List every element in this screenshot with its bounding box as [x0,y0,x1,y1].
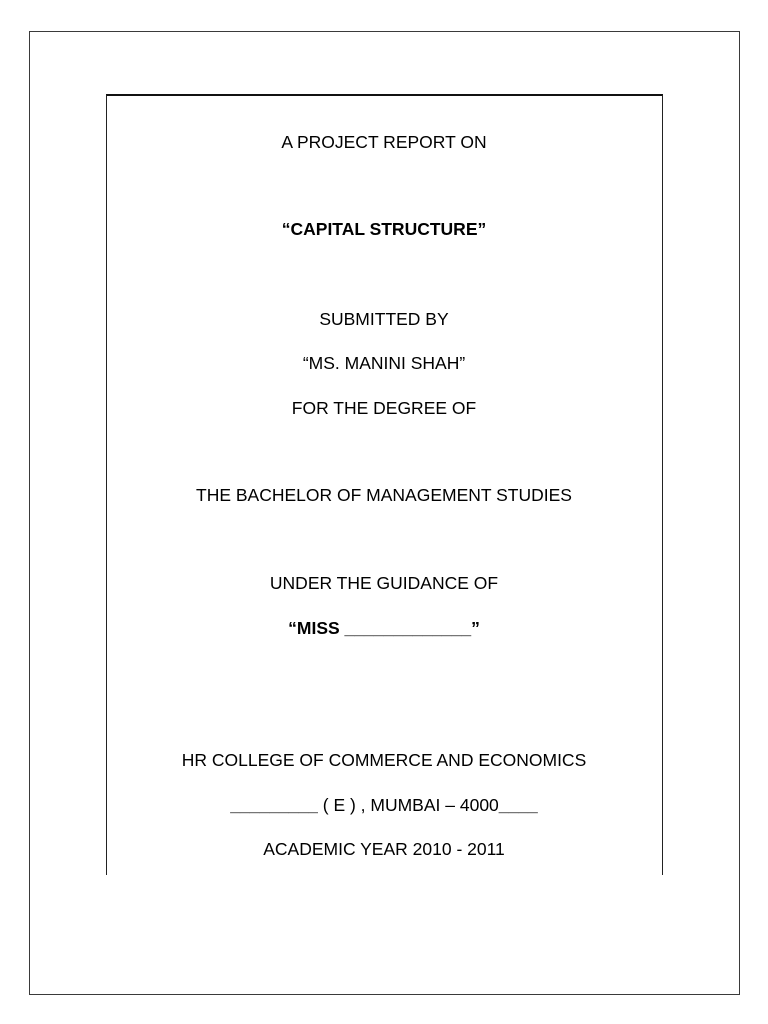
college-name: HR COLLEGE OF COMMERCE AND ECONOMICS [181,750,587,770]
guidance-label: UNDER THE GUIDANCE OF [269,573,499,593]
college-address [0,795,768,815]
submitted-by-label: SUBMITTED BY [319,309,449,329]
guide-name: “MISS _____________” [288,618,480,638]
academic-year: ACADEMIC YEAR 2010 - 2011 [263,839,505,859]
student-name: “MS. MANINI SHAH” [302,353,466,373]
degree-name: THE BACHELOR OF MANAGEMENT STUDIES [196,485,572,505]
degree-label: FOR THE DEGREE OF [291,398,477,418]
address-blank-before: _________ [230,795,318,815]
report-title: “CAPITAL STRUCTURE” [281,219,487,239]
address-text: ( E ) , MUMBAI – 4000 [317,795,499,815]
address-blank-after: ____ [498,795,538,815]
report-heading: A PROJECT REPORT ON [281,132,487,152]
